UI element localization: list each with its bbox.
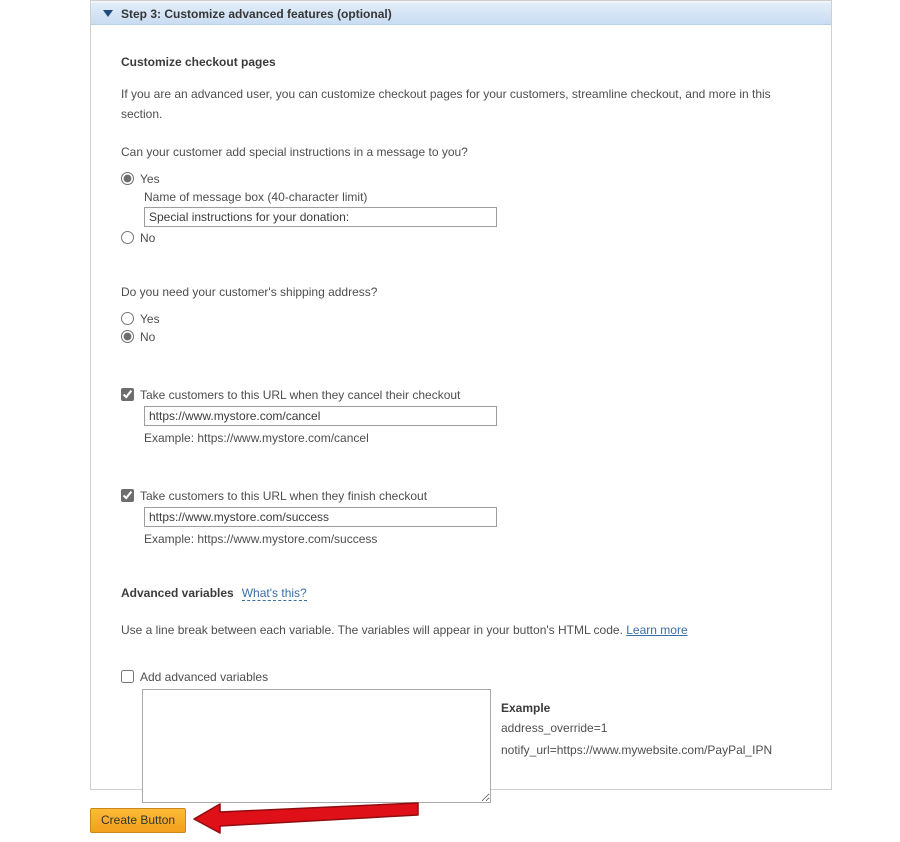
- special-instructions-no-label: No: [140, 230, 156, 245]
- add-advanced-variables-row: [121, 670, 801, 684]
- finish-url-input[interactable]: [144, 507, 497, 527]
- special-instructions-no-row: [121, 231, 801, 245]
- cancel-url-checkbox[interactable]: [121, 388, 134, 401]
- advanced-variables-textarea[interactable]: [142, 689, 491, 803]
- advanced-variables-heading-row: [121, 586, 801, 601]
- special-instructions-no-radio[interactable]: [121, 231, 134, 244]
- learn-more-link[interactable]: Learn more: [626, 622, 688, 637]
- special-instructions-yes-label: Yes: [140, 171, 160, 186]
- advanced-variables-heading: Advanced variables: [121, 585, 234, 600]
- finish-url-checkbox[interactable]: [121, 489, 134, 502]
- shipping-yes-label: Yes: [140, 311, 160, 326]
- advanced-variables-instructions: [121, 621, 801, 640]
- special-instructions-question-group: [121, 145, 801, 245]
- shipping-no-row: [121, 330, 801, 344]
- special-instructions-question: Can your customer add special instructions in a message to you?: [121, 144, 468, 159]
- advanced-example-line1: address_override=1: [501, 720, 608, 735]
- collapse-triangle-icon: [103, 10, 113, 17]
- shipping-address-question-group: [121, 285, 801, 344]
- step3-body: [91, 25, 831, 823]
- shipping-yes-radio[interactable]: [121, 312, 134, 325]
- message-box-name-label: Name of message box (40-character limit): [144, 189, 368, 204]
- add-advanced-variables-checkbox[interactable]: [121, 670, 134, 683]
- cancel-url-group: [121, 388, 801, 445]
- shipping-no-label: No: [140, 329, 156, 344]
- shipping-yes-row: [121, 312, 801, 326]
- step3-collapsible-header[interactable]: [91, 1, 831, 25]
- step3-title: Step 3: Customize advanced features (optional): [121, 6, 392, 21]
- message-box-name-input[interactable]: [144, 207, 497, 227]
- special-instructions-yes-radio[interactable]: [121, 172, 134, 185]
- cancel-url-checkbox-row: [121, 388, 801, 402]
- red-arrow-annotation-icon: [192, 799, 422, 835]
- special-instructions-yes-row: [121, 172, 801, 186]
- advanced-example-heading: Example: [501, 700, 551, 715]
- shipping-no-radio[interactable]: [121, 330, 134, 343]
- step3-panel: [90, 0, 832, 790]
- finish-url-example: Example: https://www.mystore.com/success: [144, 531, 378, 546]
- finish-url-checkbox-row: [121, 489, 801, 503]
- checkout-intro-text: If you are an advanced user, you can customize checkout pages for your customers, streamline checkout, and more in this section.: [121, 87, 771, 121]
- finish-url-label: Take customers to this URL when they finish checkout: [140, 488, 428, 503]
- cancel-url-example: Example: https://www.mystore.com/cancel: [144, 430, 369, 445]
- create-button[interactable]: Create Button: [90, 808, 186, 833]
- finish-url-group: [121, 489, 801, 546]
- advanced-variables-entry-row: [142, 689, 801, 803]
- footer-action-row: [90, 805, 422, 835]
- advanced-example-line2: notify_url=https://www.mywebsite.com/PayPal_IPN: [501, 742, 773, 757]
- customize-checkout-heading: Customize checkout pages: [121, 55, 276, 69]
- advanced-instructions-text: Use a line break between each variable. The variables will appear in your button's HTML code.: [121, 622, 623, 637]
- cancel-url-label: Take customers to this URL when they cancel their checkout: [140, 387, 461, 402]
- cancel-url-input[interactable]: [144, 406, 497, 426]
- advanced-variables-example-block: [501, 689, 772, 764]
- shipping-address-question: Do you need your customer's shipping address?: [121, 284, 378, 299]
- add-advanced-variables-label: Add advanced variables: [140, 669, 269, 684]
- whats-this-link[interactable]: What's this?: [241, 585, 307, 600]
